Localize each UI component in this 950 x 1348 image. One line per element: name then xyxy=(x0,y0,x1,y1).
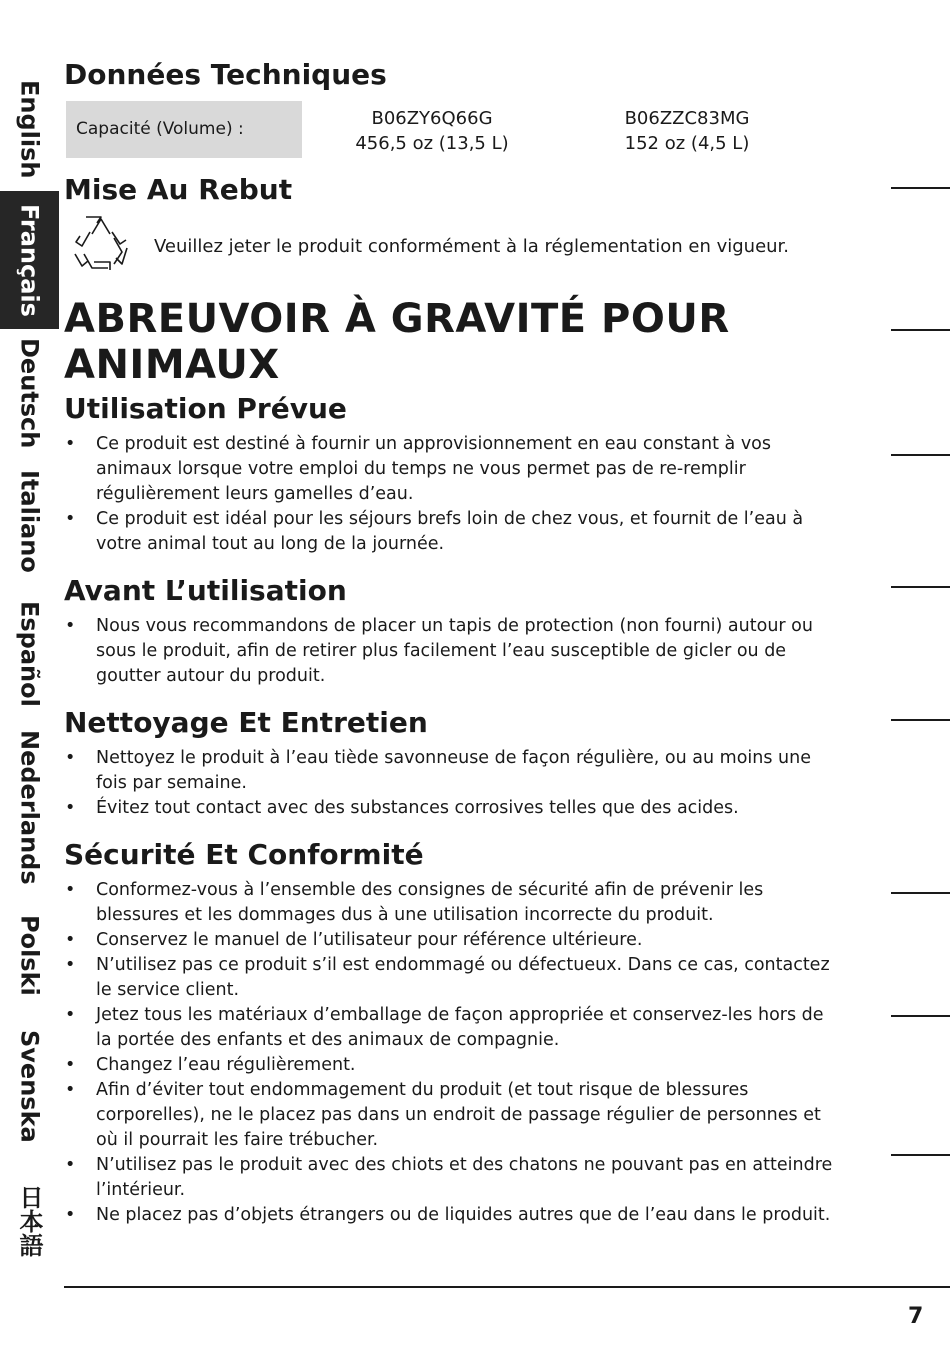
tab-nederlands[interactable] xyxy=(0,723,59,891)
tab-svenska[interactable] xyxy=(0,1019,59,1153)
model-id: B06ZZC83MG xyxy=(624,108,750,129)
spec-model-2 xyxy=(612,106,762,156)
page-number: 7 xyxy=(908,1304,924,1329)
page-title xyxy=(64,296,730,388)
list-item: • N’utilisez pas le produit avec des chiots et des chatons ne pouvant pas en atteindre l’intérieur. xyxy=(64,1153,834,1203)
tab-label: Italiano xyxy=(15,470,44,573)
list-item: • Nettoyez le produit à l’eau tiède savonneuse de façon régulière, ou au moins une fois par semaine. xyxy=(64,746,834,796)
tab-label: Español xyxy=(15,601,44,707)
tab-espanol[interactable] xyxy=(0,590,59,718)
cleaning-list xyxy=(64,746,834,821)
spec-model-1 xyxy=(354,106,510,156)
tab-label: English xyxy=(15,79,44,179)
intended-use-heading: Utilisation Prévue xyxy=(64,392,347,425)
before-use-heading: Avant L’utilisation xyxy=(64,574,347,607)
capacity-label: Capacité (Volume) : xyxy=(66,101,302,158)
tab-japanese[interactable] xyxy=(0,1158,59,1284)
model-capacity: 152 oz (4,5 L) xyxy=(624,133,750,154)
tab-divider xyxy=(891,1154,950,1156)
tab-polski[interactable] xyxy=(0,896,59,1014)
tab-francais[interactable] xyxy=(0,191,59,329)
list-item: • Ce produit est destiné à fournir un approvisionnement en eau constant à vos animaux lorsque votre emploi du temps ne vous permet pas de re-remplir régulièrement leurs gamelles d’eau. xyxy=(64,432,834,507)
tab-label: 日本語 xyxy=(15,1185,43,1257)
title-line-1: ABREUVOIR À GRAVITÉ POUR xyxy=(64,296,730,342)
tab-label: Polski xyxy=(15,914,44,996)
list-item: • Ce produit est idéal pour les séjours brefs loin de chez vous, et fournit de l’eau à votre animal tout au long de la journée. xyxy=(64,507,834,557)
disposal-heading: Mise Au Rebut xyxy=(64,173,293,206)
model-id: B06ZY6Q66G xyxy=(371,108,493,129)
safety-list xyxy=(64,878,834,1228)
specs-heading: Données Techniques xyxy=(64,58,387,91)
recycle-icon xyxy=(70,212,132,276)
model-capacity: 456,5 oz (13,5 L) xyxy=(355,133,509,154)
tab-label: Deutsch xyxy=(15,337,44,449)
tab-english[interactable] xyxy=(0,72,59,186)
cleaning-heading: Nettoyage Et Entretien xyxy=(64,706,428,739)
list-item: • Ne placez pas d’objets étrangers ou de liquides autres que de l’eau dans le produit. xyxy=(64,1203,834,1228)
tab-divider xyxy=(891,329,950,331)
tab-label: Svenska xyxy=(15,1029,44,1143)
list-item: • Jetez tous les matériaux d’emballage de façon appropriée et conservez-les hors de la portée des enfants et des animaux de compagnie. xyxy=(64,1003,834,1053)
safety-heading: Sécurité Et Conformité xyxy=(64,838,424,871)
intended-use-list xyxy=(64,432,834,557)
before-use-list xyxy=(64,614,834,689)
list-item: • Conservez le manuel de l’utilisateur pour référence ultérieure. xyxy=(64,928,834,953)
list-item: • N’utilisez pas ce produit s’il est endommagé ou défectueux. Dans ce cas, contactez le service client. xyxy=(64,953,834,1003)
list-item: • Conformez-vous à l’ensemble des consignes de sécurité afin de prévenir les blessures et les dommages dus à une utilisation incorrecte du produit. xyxy=(64,878,834,928)
tab-label: Nederlands xyxy=(15,729,44,885)
tab-divider xyxy=(891,1015,950,1017)
tab-divider xyxy=(891,187,950,189)
list-item: • Changez l’eau régulièrement. xyxy=(64,1053,834,1078)
tab-divider xyxy=(891,719,950,721)
tab-label: Français xyxy=(15,203,44,317)
tab-divider xyxy=(891,892,950,894)
disposal-text: Veuillez jeter le produit conformément à la réglementation en vigueur. xyxy=(154,236,790,257)
list-item: • Évitez tout contact avec des substances corrosives telles que des acides. xyxy=(64,796,834,821)
list-item: • Afin d’éviter tout endommagement du produit (et tout risque de blessures corporelles), ne le placez pas dans un endroit de passage régulier de personnes et où il pourrait les faire trébucher. xyxy=(64,1078,834,1153)
tab-divider xyxy=(891,586,950,588)
tab-deutsch[interactable] xyxy=(0,333,59,453)
title-line-2: ANIMAUX xyxy=(64,342,280,388)
footer-divider xyxy=(64,1286,950,1288)
list-item: • Nous vous recommandons de placer un tapis de protection (non fourni) autour ou sous le produit, afin de retirer plus facilement l’eau susceptible de gicler ou de goutter autour du produit. xyxy=(64,614,834,689)
tab-italiano[interactable] xyxy=(0,458,59,585)
tab-divider xyxy=(891,454,950,456)
